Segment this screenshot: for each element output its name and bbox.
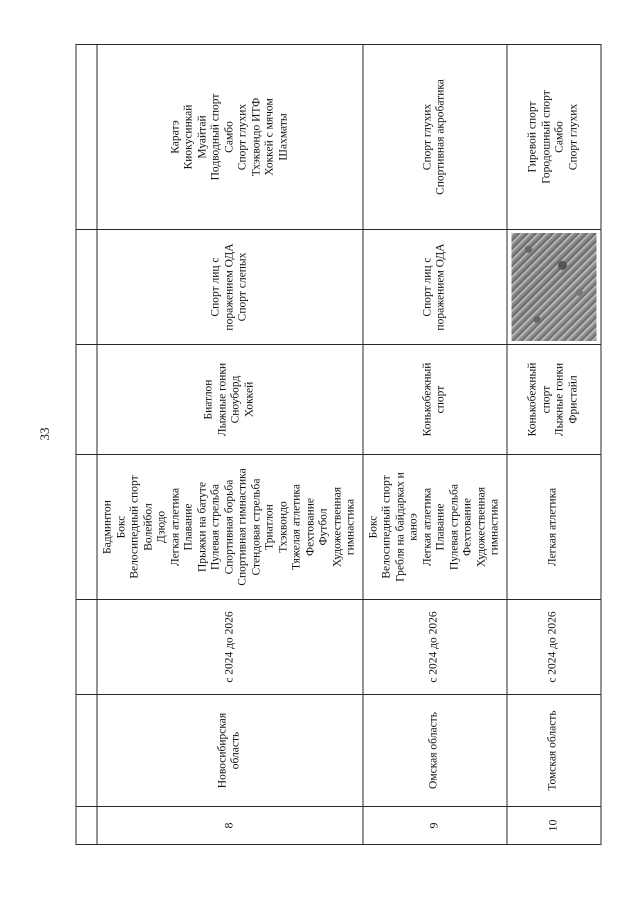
- table-row: [507, 45, 601, 845]
- sport-item: Самбо: [553, 121, 566, 153]
- sport-item: Лыжные гонки: [553, 362, 566, 437]
- sport-item: Стендовая стрельба: [250, 478, 262, 576]
- sport-item: Спорт глухих: [421, 103, 433, 171]
- non-olympic-sports-cell: [97, 45, 363, 230]
- sport-item: Велосипедный спорт: [128, 475, 141, 579]
- sport-item: Фехтование: [304, 498, 316, 556]
- table-row: [97, 45, 363, 845]
- sport-item: Гребля на байдарках и каноэ: [394, 472, 420, 582]
- cell-text: Новосибирская область: [216, 712, 242, 789]
- header-cell: [76, 45, 97, 230]
- sport-item: Тхэквондо: [277, 501, 289, 553]
- table-body: [76, 45, 601, 845]
- cell-text: с 2024 до 2026: [546, 611, 559, 683]
- sport-item: Городошный спорт: [540, 90, 552, 184]
- sport-item: Подводный спорт: [209, 93, 222, 181]
- sport-item: Хоккей: [243, 381, 256, 418]
- cell-text: с 2024 до 2026: [427, 611, 440, 683]
- header-cell: [76, 807, 97, 845]
- summer-sports-cell: [363, 455, 507, 600]
- sport-item: Волейбол: [142, 503, 154, 551]
- sport-item: Бокс: [367, 515, 379, 539]
- header-cell: [76, 230, 97, 345]
- sport-item: Шахматы: [277, 113, 289, 161]
- sport-item: Плавание: [182, 503, 195, 551]
- table-row: [363, 45, 507, 845]
- adaptive-sports-cell: [363, 230, 507, 345]
- regions-sports-table: [76, 44, 602, 845]
- adaptive-sports-cell: [507, 230, 601, 345]
- period-cell: [363, 600, 507, 695]
- sport-item: Конькобежный спорт: [526, 362, 552, 437]
- non-olympic-sports-cell: [507, 45, 601, 230]
- sport-item: Фристайл: [567, 375, 579, 424]
- sport-item: Фехтование: [461, 498, 474, 556]
- sport-item: Спортивная акробатика: [434, 79, 447, 195]
- header-cell: [76, 695, 97, 807]
- sport-item: Прыжки на батуте: [196, 482, 208, 572]
- sport-item: Художественная гимнастика: [331, 486, 357, 568]
- cell-text: с 2024 до 2026: [223, 611, 235, 683]
- sport-item: Спорт глухих: [567, 103, 579, 171]
- cell-text: Томская область: [546, 710, 559, 791]
- sport-item: Бокс: [115, 515, 127, 539]
- adaptive-sports-cell: [97, 230, 363, 345]
- cell-text: 9: [426, 822, 441, 829]
- sport-item: Самбо: [223, 121, 235, 153]
- region-cell: [97, 695, 363, 807]
- row-number-cell: [507, 807, 601, 845]
- summer-sports-cell: [97, 455, 363, 600]
- rotated-table-sheet: [76, 45, 579, 845]
- non-olympic-sports-cell: [363, 45, 507, 230]
- sport-item: Лыжные гонки: [216, 362, 229, 437]
- sport-item: Спорт лиц с поражением ОДА: [209, 243, 235, 331]
- header-cell: [76, 600, 97, 695]
- sport-item: Легкая атлетика: [421, 487, 433, 567]
- sport-item: Художественная гимнастика: [475, 486, 501, 568]
- sport-item: Пулевая стрельба: [448, 484, 460, 571]
- sport-item: Триатлон: [263, 504, 276, 550]
- winter-sports-cell: [363, 345, 507, 455]
- redaction-patch: [511, 233, 596, 341]
- region-cell: [507, 695, 601, 807]
- summer-sports-cell: [507, 455, 601, 600]
- sport-item: Бадминтон: [101, 500, 114, 554]
- sport-item: Хоккей с мячом: [263, 98, 276, 176]
- sport-item: Пулевая стрельба: [209, 484, 222, 571]
- sport-item: Муайтай: [196, 115, 208, 159]
- table-header-strip: [76, 45, 97, 845]
- winter-sports-cell: [507, 345, 601, 455]
- header-cell: [76, 455, 97, 600]
- sport-item: Конькобежный спорт: [421, 362, 447, 437]
- sport-item: Спортивная гимнастика: [236, 468, 249, 586]
- sport-item: Каратэ: [169, 120, 181, 154]
- sport-item: Тяжелая атлетика: [290, 484, 303, 570]
- sport-item: Сноуборд: [229, 375, 242, 424]
- header-cell: [76, 345, 97, 455]
- sport-item: Тхэквондо ИТФ: [250, 97, 262, 177]
- row-number-cell: [97, 807, 363, 845]
- sport-item: Гиревой спорт: [526, 101, 539, 173]
- sport-item: Велосипедный спорт: [380, 475, 393, 579]
- sport-item: Киокусинкай: [182, 104, 195, 170]
- winter-sports-cell: [97, 345, 363, 455]
- period-cell: [507, 600, 601, 695]
- cell-text: Омская область: [427, 712, 440, 789]
- sport-item: Спорт лиц с поражением ОДА: [421, 243, 447, 331]
- sport-item: Спорт слепых: [236, 252, 249, 322]
- sport-item: Спорт глухих: [236, 103, 249, 171]
- sport-item: Спортивная борьба: [223, 479, 235, 575]
- sport-item: Легкая атлетика: [169, 487, 181, 567]
- period-cell: [97, 600, 363, 695]
- sport-item: Плавание: [434, 503, 447, 551]
- sport-item: Футбол: [317, 508, 330, 546]
- row-number-cell: [363, 807, 507, 845]
- page-number: 33: [37, 427, 52, 441]
- sport-item: Биатлон: [202, 379, 215, 420]
- region-cell: [363, 695, 507, 807]
- sport-item: Дзюдо: [155, 510, 168, 544]
- cell-text: 10: [545, 819, 560, 832]
- sport-item: Легкая атлетика: [546, 487, 559, 567]
- cell-text: 8: [221, 822, 236, 829]
